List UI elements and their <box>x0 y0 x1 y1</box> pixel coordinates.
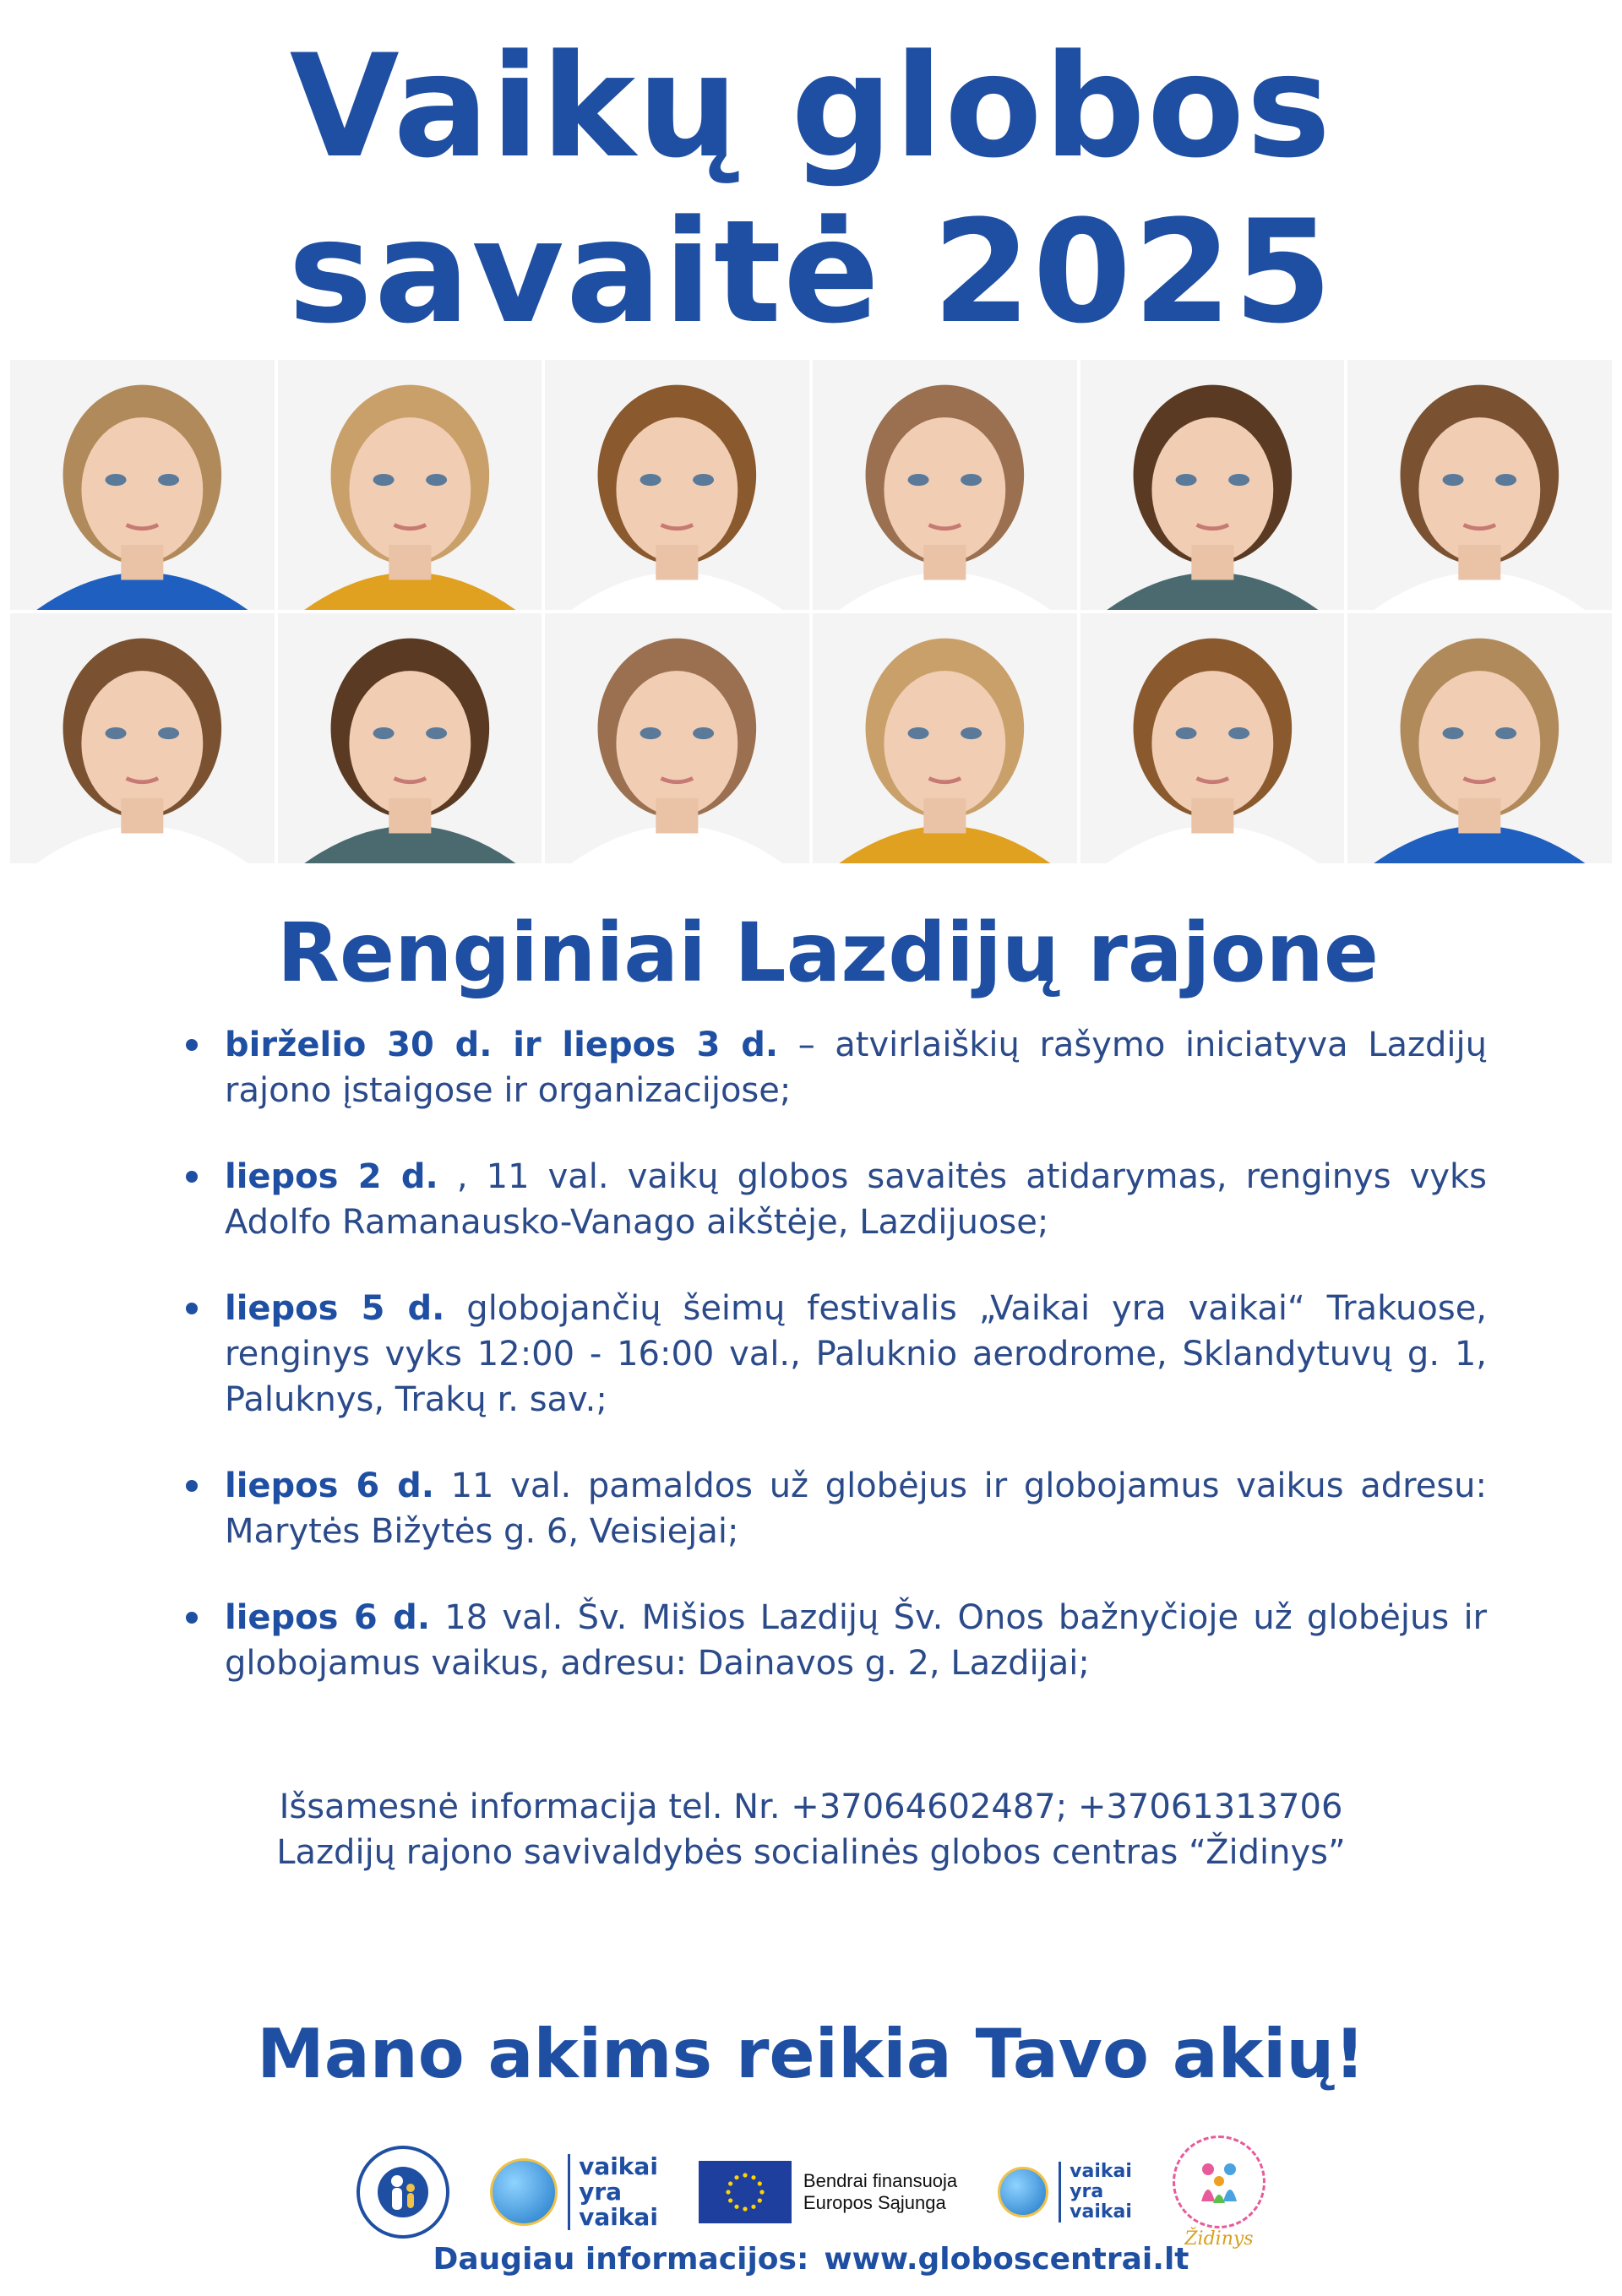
event-text: globojančių šeimų festivalis „Vaikai yra vaikai“ Trakuose, renginys vyks 12:00 - 16:00 val., Paluknio aerodrome, Sklandytuvų g. 1, Paluknys, Trakų r. sav.; <box>225 1289 1488 1419</box>
vaikai-yra-vaikai-logo <box>490 2154 658 2230</box>
family-icon <box>1173 2135 1265 2228</box>
vyv-text-1: vaikai <box>579 2152 658 2180</box>
eu-star <box>726 2190 730 2194</box>
vyv-small-text-1: vaikai <box>1070 2161 1132 2182</box>
title-line-2: savaitė 2025 <box>287 189 1335 355</box>
eu-star <box>751 2205 755 2209</box>
globe-icon <box>998 2167 1048 2217</box>
more-info <box>0 2240 1622 2279</box>
contact-phones: Išsamesnė informacija tel. Nr. +37064602487; +37061313706 <box>279 1787 1343 1826</box>
child-portrait <box>10 360 275 610</box>
vyv-small-text-2: yra <box>1070 2181 1104 2202</box>
title-line-1: Vaikų globos <box>289 24 1333 189</box>
child-portrait <box>10 613 275 863</box>
event-text: – atvirlaiškių rašymo iniciatyva Lazdijų rajono įstaigose ir organizacijose; <box>225 1026 1488 1110</box>
event-item <box>177 1286 1487 1423</box>
eu-star <box>728 2181 732 2185</box>
vyv-small-text-3: vaikai <box>1070 2201 1132 2223</box>
eu-star <box>751 2175 755 2179</box>
eu-star <box>759 2190 764 2194</box>
eu-star <box>758 2181 762 2185</box>
partner-logos <box>0 2137 1622 2250</box>
child-portrait <box>1080 360 1345 610</box>
event-date: liepos 5 d. <box>225 1289 445 1328</box>
event-date: liepos 6 d. <box>225 1598 431 1637</box>
child-portrait <box>1347 613 1612 863</box>
vyv-text-2: yra <box>579 2178 623 2206</box>
contact-organization: Lazdijų rajono savivaldybės socialinės globos centras “Židinys” <box>276 1833 1346 1872</box>
child-portrait <box>813 360 1077 610</box>
section-subtitle: Renginiai Lazdijų rajone <box>277 906 1379 1000</box>
event-date: liepos 6 d. <box>225 1466 434 1505</box>
eu-star <box>743 2206 747 2211</box>
event-text: 18 val. Šv. Mišios Lazdijų Šv. Onos bažnyčioje už globėjus ir globojamus vaikus, adresu: Dainavos g. 2, Lazdijai; <box>225 1598 1488 1683</box>
child-portrait <box>1347 360 1612 610</box>
event-item <box>177 1154 1487 1245</box>
event-text: 11 val. pamaldos už globėjus ir globojamus vaikus adresu: Marytės Bižytės g. 6, Veisiejai; <box>225 1466 1488 1551</box>
event-date: liepos 2 d. <box>225 1157 438 1196</box>
association-logo-icon <box>357 2146 449 2239</box>
eu-star <box>734 2175 738 2179</box>
child-portrait <box>545 360 809 610</box>
eu-funding-logo <box>699 2161 957 2223</box>
slogan: Mano akims reikia Tavo akių! <box>257 2015 1365 2093</box>
event-list <box>177 1022 1487 1727</box>
eu-star <box>743 2173 747 2177</box>
event-text: , 11 val. vaikų globos savaitės atidarymas, renginys vyks Adolfo Ramanausko-Vanago aikštėje, Lazdijuose; <box>225 1157 1488 1242</box>
eu-star <box>734 2205 738 2209</box>
zidinys-logo <box>1173 2135 1265 2250</box>
website-link[interactable]: www.globoscentrai.lt <box>824 2242 1189 2277</box>
contact-info <box>0 1784 1622 1875</box>
event-date: birželio 30 d. ir liepos 3 d. <box>225 1026 779 1064</box>
eu-text-1: Bendrai finansuoja <box>803 2170 958 2191</box>
eu-star <box>758 2198 762 2202</box>
child-portrait <box>278 613 542 863</box>
eu-text-2: Europos Sąjunga <box>803 2192 946 2213</box>
event-item <box>177 1022 1487 1113</box>
child-portrait <box>813 613 1077 863</box>
vaikai-yra-vaikai-logo-small <box>998 2162 1132 2223</box>
zidinys-name: Židinys <box>1184 2228 1254 2250</box>
globe-icon <box>490 2158 558 2226</box>
child-portrait <box>545 613 809 863</box>
portrait-grid <box>10 360 1612 863</box>
event-item <box>177 1595 1487 1686</box>
vyv-text-3: vaikai <box>579 2203 658 2231</box>
child-portrait <box>278 360 542 610</box>
eu-star <box>728 2198 732 2202</box>
event-item <box>177 1463 1487 1554</box>
child-portrait <box>1080 613 1345 863</box>
more-info-label: Daugiau informacijos: <box>433 2242 809 2277</box>
poster-title <box>0 24 1622 355</box>
eu-flag-icon <box>699 2161 792 2223</box>
